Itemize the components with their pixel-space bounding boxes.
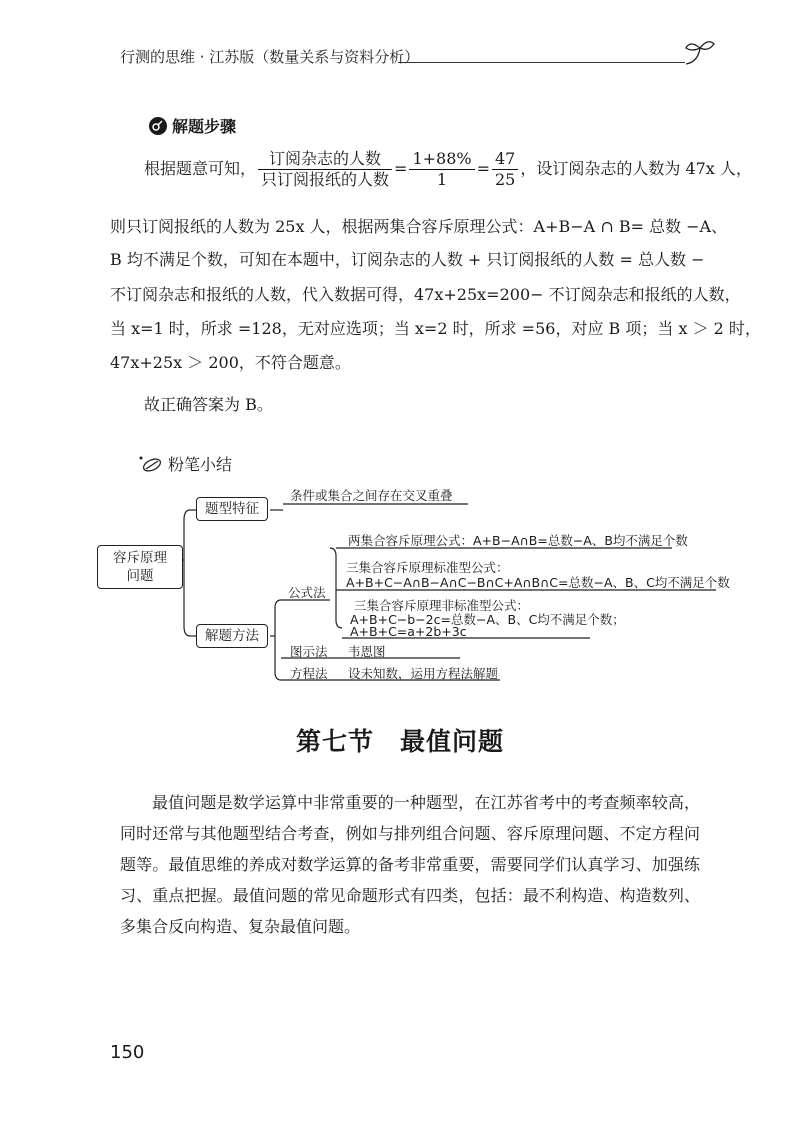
fraction-numerator: 订阅杂志的人数 xyxy=(258,149,392,170)
summary-heading: 粉笔小结 xyxy=(168,455,233,474)
root-line-2: 问题 xyxy=(126,568,154,584)
solution-line-3: B 均不满足个数，可知在本题中，订阅杂志的人数 + 只订阅报纸的人数 = 总人数 − xyxy=(110,250,705,269)
node-diagram-method: 图示法 xyxy=(290,644,328,659)
leaf-overlap: 条件或集合之间存在交叉重叠 xyxy=(290,488,453,503)
node-formula-method: 公式法 xyxy=(288,585,326,600)
page-number: 150 xyxy=(110,1042,145,1063)
leaf-equation-solve: 设未知数，运用方程法解题 xyxy=(348,666,499,681)
fraction-numerator: 47 xyxy=(492,149,518,170)
solution-line-2: 则只订阅报纸的人数为 25x 人，根据两集合容斥原理公式：A+B−A ∩ B= 总数 −A、 xyxy=(110,217,728,236)
solution-line-5: 当 x=1 时，所求 =128，无对应选项；当 x=2 时，所求 =56，对应 B 项；当 x ＞ 2 时， xyxy=(110,319,761,338)
line1-prefix: 根据题意可知， xyxy=(144,159,257,178)
formula-two-sets: 两集合容斥原理公式：A+B−A∩B=总数−A、B均不满足个数 xyxy=(348,533,688,548)
line1-suffix: ，设订阅杂志的人数为 47x 人， xyxy=(520,159,752,178)
node-equation-method: 方程法 xyxy=(290,666,328,681)
solution-line-4: 不订阅杂志和报纸的人数，代入数据可得，47x+25x=200− 不订阅杂志和报纸的人数， xyxy=(110,285,741,304)
formula-three-sets-nonstandard-a: A+B+C−b−2c=总数−A、B、C均不满足个数； xyxy=(350,612,625,627)
solution-steps-heading: 解题步骤 xyxy=(172,117,237,136)
equals-sign: = xyxy=(476,159,490,178)
fraction-numerator: 1+88% xyxy=(409,149,474,170)
formula-three-sets-standard: A+B+C−A∩B−A∩C−B∩C+A∩B∩C=总数−A、B、C均不满足个数 xyxy=(346,575,730,590)
fraction-denominator: 只订阅报纸的人数 xyxy=(261,170,390,189)
formula-three-sets-nonstandard-title: 三集合容斥原理非标准型公式： xyxy=(354,598,530,613)
branch-solution-method: 解题方法 xyxy=(196,624,268,648)
solution-line-6: 47x+25x ＞ 200，不符合题意。 xyxy=(110,353,351,372)
section-title: 第七节 最值问题 xyxy=(295,727,504,756)
branch-question-type: 题型特征 xyxy=(196,497,268,521)
section-intro-paragraph: 最值问题是数学运算中非常重要的一种题型，在江苏省考中的考查频率较高，同时还常与其他题型结合考查，例如与排列组合问题、容斥原理问题、不定方程问题等。最值思维的养成对数学运算的备考非常重要，需要同学们认真学习、加强练习、重点把握。最值问题的常见命题形式有四类，包括：最不利构造、构造数列、多集合反向构造、复杂最值问题。 xyxy=(120,793,700,936)
formula-three-sets-nonstandard-b: A+B+C=a+2b+3c xyxy=(350,624,467,639)
running-header: 行测的思维 · 江苏版（数量关系与资料分析） xyxy=(120,48,420,66)
leaf-venn-diagram: 韦恩图 xyxy=(348,644,386,659)
fraction-denominator: 25 xyxy=(495,170,516,189)
fraction-denominator: 1 xyxy=(436,170,448,189)
equals-sign: = xyxy=(394,159,408,178)
formula-three-sets-standard-title: 三集合容斥原理标准型公式： xyxy=(346,560,509,575)
root-line-1: 容斥原理 xyxy=(113,550,167,566)
answer-line: 故正确答案为 B。 xyxy=(144,395,273,414)
mind-map-root xyxy=(97,545,183,589)
